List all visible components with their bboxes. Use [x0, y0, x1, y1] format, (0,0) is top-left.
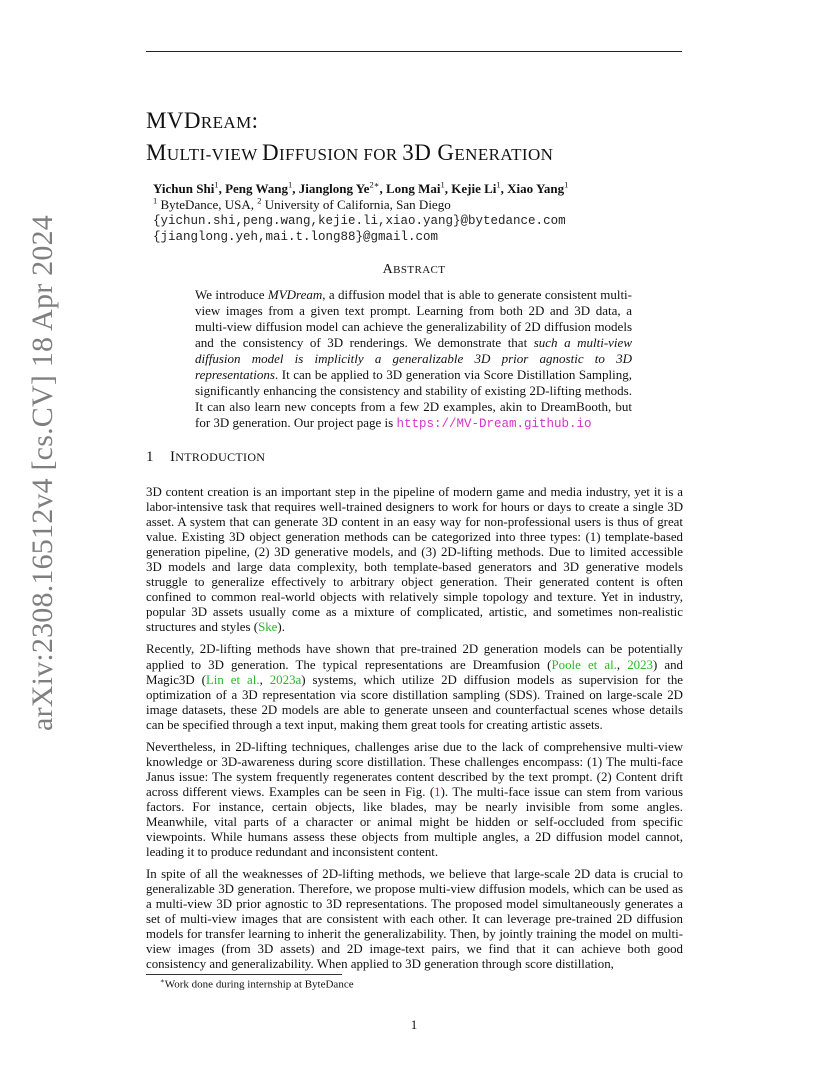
abstract-text-1: We introduce	[195, 287, 268, 302]
footnote	[160, 977, 354, 991]
author-name: Kejie Li	[451, 181, 497, 196]
abstract-text-2: , a diffusion model that is able to generate consistent multi-view images from a given text prompt. Learning from both 2D and 3D data, a multi-view diffusion model can achieve the generalizability of 2D diffusion models and the consistency of 3D renderings. We demonstrate that	[195, 287, 632, 350]
affiliations	[153, 197, 568, 213]
intro-paragraph-1	[146, 485, 683, 635]
intro-paragraph-2: Recently, 2D-lifting methods have shown that pre-trained 2D generation models can be potentially applied to 3D generation. The typical representations are Dreamfusion (Poole et al., 2023) and Magic3D (Lin et al., 2023a) systems, which utilize 2D diffusion models as supervision for the optimization of a 3D representation via score distillation sampling (SDS). Trained on large-scale 2D image datasets, these 2D models are able to generate unseen and counterfactual scenes whose details can be specified through a text input, making them great tools for creating artistic assets.	[146, 642, 684, 732]
abstract-paragraph	[195, 287, 632, 432]
intro-p3-text-b: ). The multi-face issue can stem from various factors. For instance, certain objects, like blades, may be nearly invisible from some angles. Meanwhile, vital parts of a character or animal might be hidden or self-occluded from specific viewpoints. While humans assess these objects from multiple angles, a 2D diffusion model cannot, leading it to produce redundant and inconsistent content.	[146, 784, 684, 860]
author-names: Yichun Shi$^1$, Peng Wang$^1$, Jianglong $Ye^{2∗}$, Long Mai$^1$, Kejie Li$^1$, Xiao Yang$^1$	[153, 179, 569, 196]
title-line-2-part: 3D G	[402, 140, 455, 165]
title-line-2-part: ENERATION	[454, 145, 554, 164]
affiliation-mark-1: 1	[153, 195, 158, 206]
author-affiliation-mark: 2∗	[369, 179, 380, 190]
author-affiliation-mark: 1	[564, 179, 569, 190]
author-affiliation-mark: 1	[496, 179, 501, 190]
section-number: 1	[146, 449, 154, 465]
citation-year-link[interactable]: 2023a	[269, 672, 302, 687]
title-line-2-part: IFFUSION FOR	[279, 145, 403, 164]
arxiv-identifier-stamp: arXiv:2308.16512v4 [cs.CV] 18 Apr 2024	[26, 215, 59, 731]
page-number: 1	[410, 1017, 418, 1032]
section-title-smallcaps: NTRODUCTION	[175, 450, 266, 464]
author-name: Long Mai	[385, 181, 441, 196]
title-line-1-caps: MVD	[146, 108, 201, 133]
top-rule	[146, 51, 682, 52]
intro-p3-text-a: Nevertheless, in 2D-lifting techniques, challenges arise due to the lack of comprehensive multi-view knowledge or 3D-awareness during score distillation. These challenges encompass: (1) The multi-face Janus issue: The system frequently regenerates content described by the text prompt. (2) Content drift across different views. Examples can be seen in Fig. (	[146, 739, 683, 799]
abstract-emphasis: such a multi-view diffusion model is implicitly a generalizable 3D prior agnostic to 3D representations	[195, 335, 632, 382]
section-title-cap: I	[170, 449, 176, 465]
figure-reference-link[interactable]: 1	[434, 784, 441, 799]
intro-paragraph-3	[146, 740, 683, 860]
author-affiliation-mark: 1	[288, 179, 293, 190]
footnote-rule	[146, 974, 342, 975]
abstract-body	[195, 287, 632, 432]
email-line-2: {jianglong.yeh,mai.t.long88}@gmail.com	[153, 230, 439, 244]
title-line-2-part: ULTI-VIEW	[166, 145, 262, 164]
citation-link[interactable]: Lin et al.	[205, 672, 260, 687]
affiliation-mark-2: 2	[257, 195, 262, 206]
title-line-2-part: M	[146, 140, 167, 165]
author-affiliation-mark: 1	[440, 179, 445, 190]
abstract-text-3: . It can be applied to 3D generation via Score Distillation Sampling, significantly enhancing the consistency and stability of existing 2D-lifting methods. It can also learn new concepts from a few 2D examples, akin to DreamBooth, but for 3D generation. Our project page is	[195, 367, 632, 430]
introduction-body	[146, 485, 683, 979]
footnote-text: Work done during internship at ByteDance	[164, 978, 354, 991]
citation-link[interactable]: Ske	[258, 620, 278, 635]
intro-p1-text: 3D content creation is an important step in the pipeline of modern game and media industry, yet it is a labor-intensive task that requires well-trained designers to work for hours or days to create a single 3D asset. A system that can generate 3D content in an easy way for non-professional users is thus of great value. Existing 3D object generation methods can be categorized into three types: (1) template-based generation pipeline, (2) 3D generative models, and (3) 2D-lifting methods. Due to limited accessible 3D models and large data complexity, both template-based generators and 3D generative models struggle to generalize effectively to arbitrary object generation. Their generated content is often confined to common real-world objects with relatively simple topology and texture. Yet in industry, popular 3D assets usually come as a mixture of complicated, artistic, and sometimes non-realistic structures and styles (	[146, 485, 683, 635]
author-affiliation-mark: 1	[214, 179, 219, 190]
footnote-mark: ∗	[160, 977, 165, 985]
intro-p2-text-a: Recently, 2D-lifting methods have shown that pre-trained 2D generation models can be potentially applied to 3D generation. The typical representations are Dreamfusion (	[146, 642, 683, 672]
author-name: Xiao Yang	[507, 181, 565, 196]
abstract-heading-smallcaps: BSTRACT	[393, 264, 446, 276]
affiliation-2: University of California, San Diego	[261, 197, 451, 212]
citation-link[interactable]: Poole et al.	[551, 657, 617, 672]
paper-title	[146, 106, 553, 170]
title-line-2-part: D	[261, 140, 279, 165]
intro-p1-end: ).	[277, 620, 285, 635]
abstract-heading	[0, 262, 828, 278]
intro-p2-text-c: ) systems, which utilize 2D diffusion models as supervision for the optimization of a 3D representation via score distillation sampling (SDS). Trained on large-scale 2D image datasets, these 2D models are able to generate unseen and counterfactual scenes whose details can be specified through a text input, making them great tools for creating artistic assets.	[146, 672, 684, 732]
author-name: Yichun Shi	[153, 181, 215, 196]
abstract-model-name: MVDream	[267, 287, 323, 302]
citation-year-link[interactable]: 2023	[627, 657, 653, 672]
project-page-link[interactable]: https://MV-Dream.github.io	[396, 417, 592, 431]
title-line-2	[146, 138, 553, 170]
email-line-1: {yichun.shi,peng.wang,kejie.li,xiao.yang}@bytedance.com	[153, 214, 566, 228]
intro-paragraph-4: In spite of all the weaknesses of 2D-lifting methods, we believe that large-scale 2D data is crucial to generalizable 3D generation. Therefore, we propose multi-view diffusion models, which can be used as a multi-view 3D prior agnostic to 3D representations. The proposed model simultaneously generates a set of multi-view images that are consistent with each other. It can leverage pre-trained 2D diffusion models for transfer learning to inherit the generalizability. Then, by jointly training the model on multi-view images (from 3D assets) and 2D image-text pairs, we find that it can achieve both good consistency and generalizability. When applied to 3D generation through score distillation,	[146, 867, 683, 972]
title-line-1-colon: :	[251, 108, 259, 133]
author-name: Peng Wang	[225, 181, 289, 196]
title-line-1-smallcaps: REAM	[200, 113, 252, 132]
author-name: Jianglong Ye	[298, 181, 370, 196]
abstract-heading-cap: A	[382, 262, 394, 277]
section-heading-introduction	[146, 449, 265, 466]
author-block	[153, 181, 568, 245]
intro-p2-text-b: ) and Magic3D (	[146, 657, 683, 687]
affiliation-1: ByteDance, USA,	[157, 197, 258, 212]
title-line-1	[146, 106, 553, 138]
